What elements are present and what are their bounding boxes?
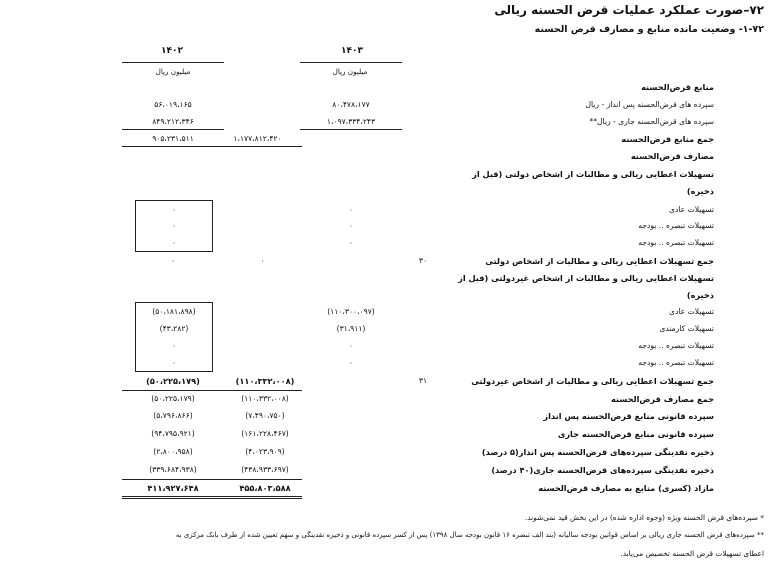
- unit-1403: میلیون ریال: [332, 67, 368, 76]
- row-label: ذخیره نقدینگی سپرده‌های قرض‌الحسنه پس انداز(۵ درصد): [481, 447, 714, 457]
- value-1402: (۵۰،۲۲۵،۱۷۹): [151, 394, 195, 403]
- unit-1402: میلیون ریال: [155, 67, 191, 76]
- value-1403: ۰: [348, 341, 354, 350]
- row-label: سپرده قانونی منابع قرض‌الحسنه جاری: [557, 429, 714, 439]
- row-label: سپرده های قرض‌الحسنه جاری - ریال**: [589, 117, 714, 126]
- value-1403: ۰: [348, 205, 354, 214]
- header-rule-1403: [300, 62, 402, 63]
- value-1402: ۸۴۹،۲۱۲،۳۴۶: [152, 117, 194, 126]
- row-label: تسهیلات تبصره .. بودجه: [638, 238, 714, 247]
- value-1402: ۰: [171, 238, 177, 247]
- value-1403-total: (۱۶۱،۲۲۸،۴۶۷): [241, 429, 289, 438]
- column-year-1402: ۱۴۰۲: [161, 46, 183, 56]
- row-label: جمع تسهیلات اعطایی ریالی و مطالبات از اشخاص غیردولتی: [471, 376, 714, 386]
- section-subtitle: ۱-۷۲- وضعیت مانده منابع و مصارف قرض الحسنه: [534, 24, 764, 35]
- value-1403-total: (۷،۴۹۰،۷۵۰): [245, 411, 285, 420]
- value-1402: (۵۰،۲۲۵،۱۷۹): [146, 376, 200, 386]
- value-1402: ۹۰۵،۲۳۱،۵۱۱: [152, 134, 194, 143]
- value-1402: ۰: [170, 256, 176, 265]
- value-1403: ۰: [348, 238, 354, 247]
- row-label: ذخیره): [686, 290, 714, 300]
- value-1402: (۲،۸۰۰،۹۵۸): [153, 447, 193, 456]
- row-label: جمع تسهیلات اعطایی ریالی و مطالبات از اشخاص دولتی: [485, 256, 714, 266]
- rule-under-1403-deposits: [300, 129, 402, 130]
- row-label: تسهیلات اعطایی ریالی و مطالبات از اشخاص غیردولتی (قبل از: [458, 273, 714, 283]
- rule-above-total-uses: [122, 390, 302, 391]
- row-label: منابع قرض‌الحسنه: [641, 82, 714, 92]
- value-1403-total: ۴۵۵،۸۰۳،۵۸۸: [239, 483, 291, 493]
- row-label: مصارف قرض‌الحسنه: [630, 151, 714, 161]
- value-1403-total: (۴،۰۲۳،۹۰۹): [245, 447, 285, 456]
- value-1402: ۴۱۱،۹۲۷،۶۴۸: [147, 483, 199, 493]
- row-label: تسهیلات کارمندی: [659, 324, 714, 333]
- value-1402: ۰: [171, 205, 177, 214]
- note-ref: ۳۰: [418, 256, 428, 265]
- footnote-1: * سپرده‌های قرض الحسنه ویژه (وجوه اداره شده) در این بخش قید نمی‌شوند.: [524, 513, 764, 522]
- value-1403-total: ۰: [260, 256, 265, 265]
- double-rule-2: [122, 498, 302, 499]
- page-title: ۷۲–صورت عملکرد عملیات قرض الحسنه ریالی: [494, 3, 764, 17]
- value-1402: ۰: [171, 341, 177, 350]
- row-label: تسهیلات عادی: [669, 205, 714, 214]
- row-label: سپرده های قرض‌الحسنه پس انداز - ریال: [585, 100, 714, 109]
- value-1403: ۸۰،۴۷۸،۱۷۷: [332, 100, 370, 109]
- value-1402: (۵،۷۹۶،۸۶۶): [153, 411, 193, 420]
- value-1403: ۰: [348, 358, 354, 367]
- row-label: تسهیلات تبصره .. بودجه: [638, 221, 714, 230]
- row-label: جمع مصارف قرض‌الحسنه: [610, 394, 714, 404]
- row-label: تسهیلات تبصره .. بودجه: [638, 341, 714, 350]
- column-year-1403: ۱۴۰۳: [341, 46, 363, 56]
- rule-above-surplus: [122, 479, 302, 480]
- value-1403: (۳۱،۹۱۱): [336, 324, 366, 333]
- note-ref: ۳۱: [418, 376, 428, 385]
- value-1403-total: ۱،۱۷۷،۸۱۲،۴۲۰: [233, 134, 282, 143]
- value-1403-total: (۱۱۰،۳۳۲،۰۰۸): [235, 376, 295, 386]
- row-label: تسهیلات تبصره .. بودجه: [638, 358, 714, 367]
- value-1402: ۵۶،۰۱۹،۱۶۵: [154, 100, 192, 109]
- value-1402: (۴۳،۲۸۲): [159, 324, 189, 333]
- rule-under-total-resources: [122, 146, 302, 147]
- value-1403-total: (۱۱۰،۳۳۲،۰۰۸): [241, 394, 289, 403]
- row-label: سپرده قانونی منابع قرض‌الحسنه پس انداز: [543, 411, 714, 421]
- row-label: تسهیلات اعطایی ریالی و مطالبات از اشخاص دولتی (قبل از: [472, 169, 714, 179]
- row-label: ذخیره): [686, 186, 714, 196]
- value-1403: ۱،۰۹۷،۳۳۴،۲۴۳: [326, 117, 376, 126]
- value-1402: (۹۴،۷۹۵،۹۲۱): [151, 429, 195, 438]
- header-rule-1402: [122, 62, 224, 63]
- row-label: جمع منابع قرض‌الحسنه: [621, 134, 714, 144]
- footnote-2: ** سپرده‌های قرض الحسنه جاری ریالی بر اساس قوانین بودجه سالیانه (بند الف تبصره ۱۶ قانون بودجه سال ۱۳۹۸) پس از کسر سپرده قانونی و ذخیره نقدینگی و سهم تعیین شده از طرف بانک مرکزی به: [175, 531, 764, 539]
- value-1402: ۰: [171, 358, 177, 367]
- row-label: تسهیلات عادی: [669, 307, 714, 316]
- double-rule-1: [122, 496, 302, 497]
- footnote-3: اعطای تسهیلات قرض الحسنه تخصیص می‌یابد.: [620, 549, 764, 558]
- value-1402: (۳۳۹،۶۸۴،۹۳۸): [149, 465, 197, 474]
- row-label: مازاد (کسری) منابع به مصارف قرض‌الحسنه: [538, 483, 714, 493]
- value-1403: ۰: [348, 221, 354, 230]
- rule-under-1402-deposits: [122, 129, 224, 130]
- value-1402: (۵۰،۱۸۱،۸۹۸): [152, 307, 196, 316]
- value-1402: ۰: [171, 221, 177, 230]
- row-label: ذخیره نقدینگی سپرده‌های قرض‌الحسنه جاری(۴۰ درصد): [491, 465, 714, 475]
- value-1403: (۱۱۰،۳۰۰،۰۹۷): [327, 307, 375, 316]
- value-1403-total: (۴۳۸،۹۳۳،۶۹۷): [241, 465, 289, 474]
